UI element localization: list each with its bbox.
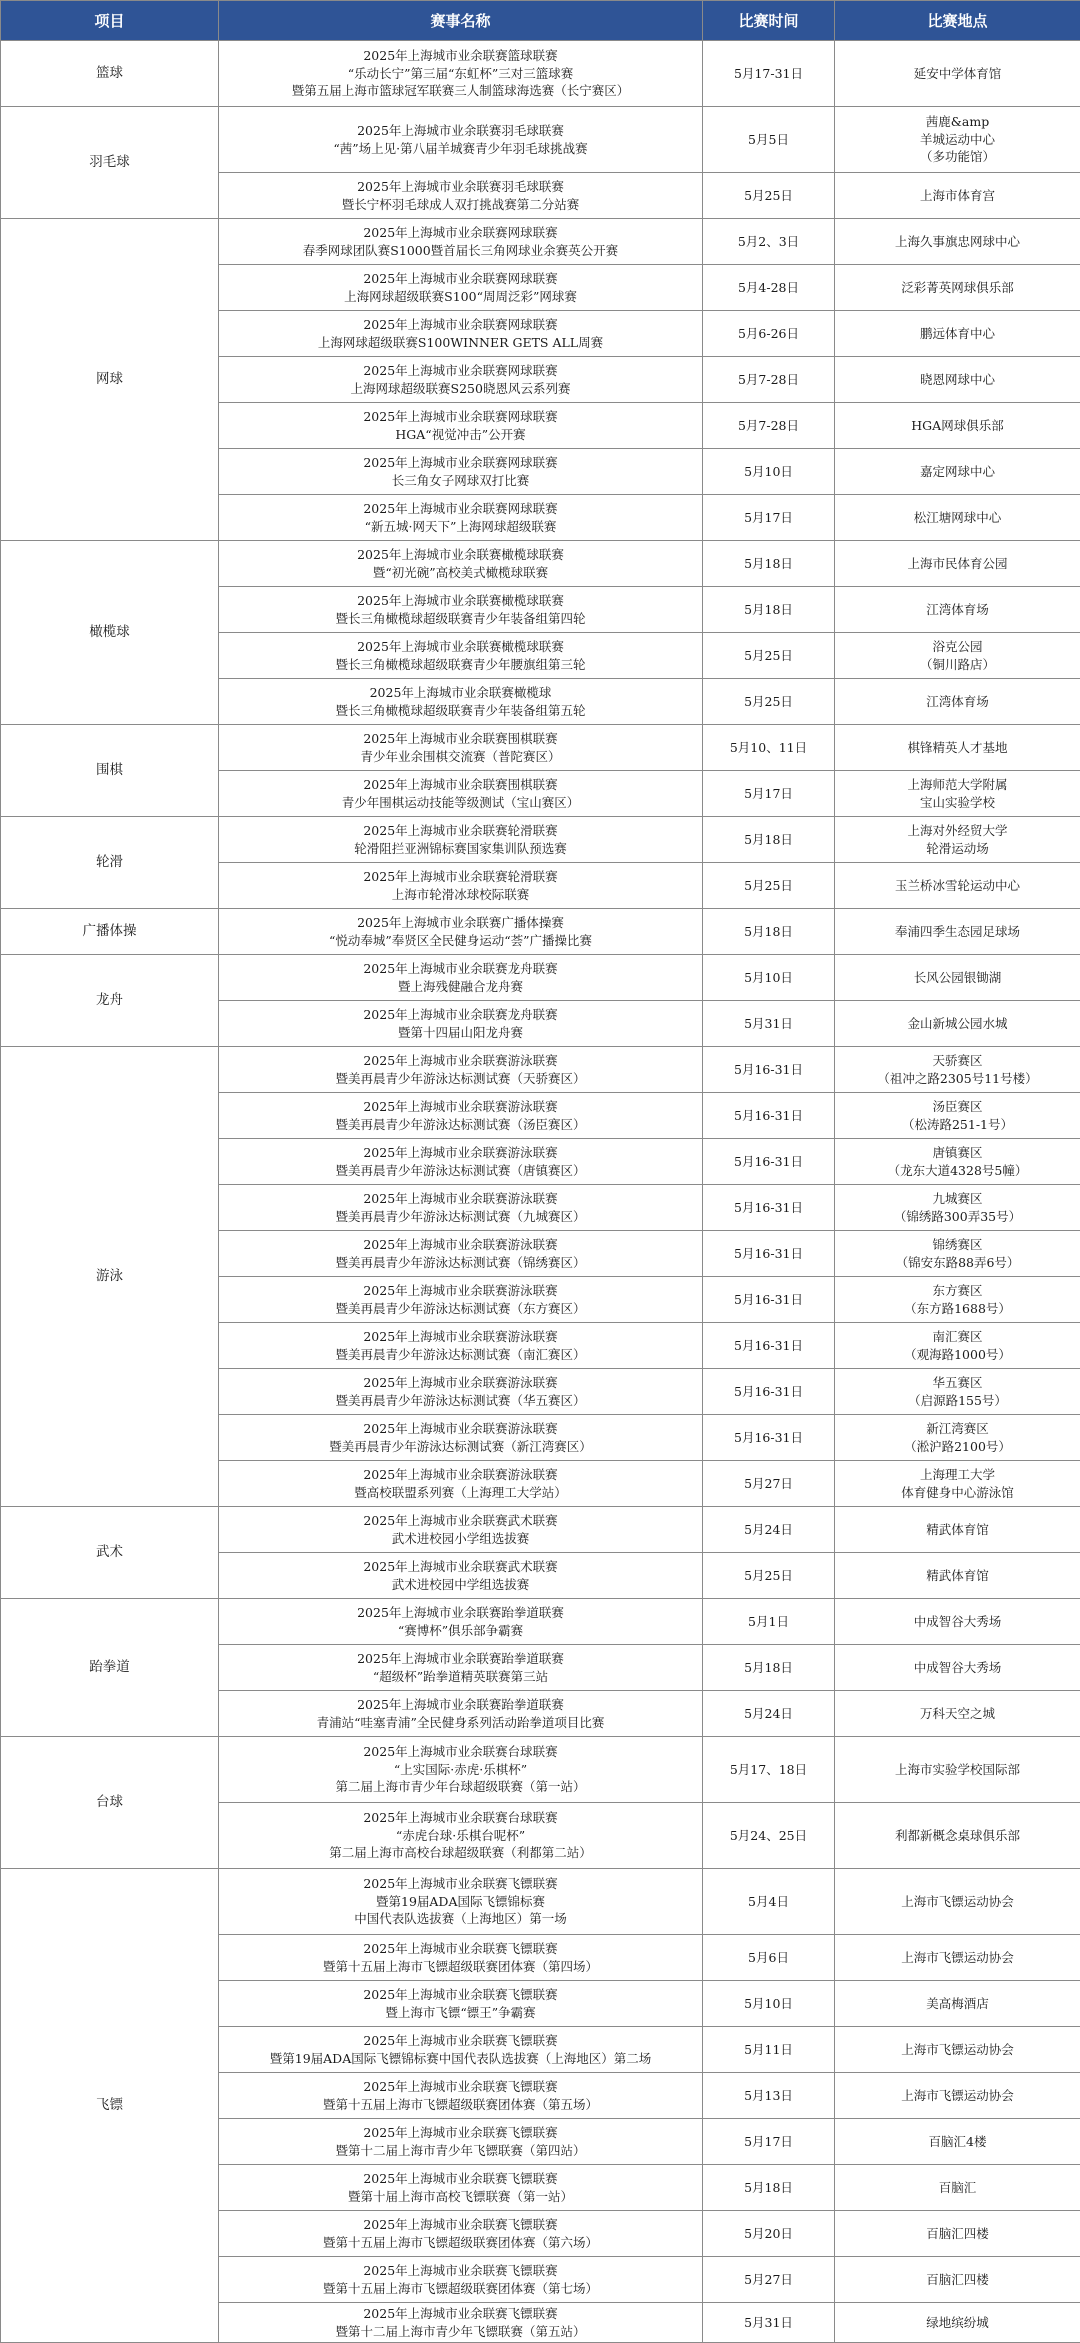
event-name-cell: 2025年上海城市业余联赛龙舟联赛 暨上海残健融合龙舟赛 — [219, 955, 703, 1001]
table-row — [1, 1507, 1080, 1553]
venue-cell: 万科天空之城 — [835, 1691, 1080, 1737]
venue-cell: 金山新城公园水城 — [835, 1001, 1080, 1047]
date-cell: 5月11日 — [703, 2027, 835, 2073]
event-name-cell: 2025年上海城市业余联赛台球联赛 “上实国际·赤虎·乐棋杯” 第二届上海市青少年台球超级联赛（第一站） — [219, 1737, 703, 1803]
date-cell: 5月16-31日 — [703, 1323, 835, 1369]
event-name-cell: 2025年上海城市业余联赛游泳联赛 暨美再晨青少年游泳达标测试赛（新江湾赛区） — [219, 1415, 703, 1461]
category-cell: 飞镖 — [1, 1869, 219, 2343]
date-cell: 5月16-31日 — [703, 1185, 835, 1231]
event-name-cell: 2025年上海城市业余联赛游泳联赛 暨美再晨青少年游泳达标测试赛（汤臣赛区） — [219, 1093, 703, 1139]
venue-cell: 鹏远体育中心 — [835, 311, 1080, 357]
venue-cell: 泛彩菁英网球俱乐部 — [835, 265, 1080, 311]
header-venue: 比赛地点 — [835, 1, 1080, 41]
venue-cell: 上海对外经贸大学 轮滑运动场 — [835, 817, 1080, 863]
venue-cell: 利都新概念桌球俱乐部 — [835, 1803, 1080, 1869]
header-category: 项目 — [1, 1, 219, 41]
category-cell: 篮球 — [1, 41, 219, 107]
date-cell: 5月24日 — [703, 1507, 835, 1553]
table-row — [1, 1047, 1080, 1093]
venue-cell: 中成智谷大秀场 — [835, 1599, 1080, 1645]
event-name-cell: 2025年上海城市业余联赛游泳联赛 暨美再晨青少年游泳达标测试赛（东方赛区） — [219, 1277, 703, 1323]
venue-cell: 唐镇赛区 （龙东大道4328号5幢） — [835, 1139, 1080, 1185]
date-cell: 5月13日 — [703, 2073, 835, 2119]
venue-cell: 南汇赛区 （观海路1000号） — [835, 1323, 1080, 1369]
category-cell: 橄榄球 — [1, 541, 219, 725]
venue-cell: 江湾体育场 — [835, 587, 1080, 633]
header-row — [1, 1, 1080, 41]
venue-cell: 玉兰桥冰雪轮运动中心 — [835, 863, 1080, 909]
category-cell: 台球 — [1, 1737, 219, 1869]
venue-cell: 百脑汇 — [835, 2165, 1080, 2211]
venue-cell: 上海市飞镖运动协会 — [835, 1869, 1080, 1935]
event-name-cell: 2025年上海城市业余联赛飞镖联赛 暨上海市飞镖“镖王”争霸赛 — [219, 1981, 703, 2027]
date-cell: 5月24、25日 — [703, 1803, 835, 1869]
venue-cell: 精武体育馆 — [835, 1553, 1080, 1599]
table-body — [1, 41, 1080, 2343]
table-row — [1, 107, 1080, 173]
date-cell: 5月27日 — [703, 1461, 835, 1507]
date-cell: 5月16-31日 — [703, 1047, 835, 1093]
header-event-name: 赛事名称 — [219, 1, 703, 41]
category-cell: 游泳 — [1, 1047, 219, 1507]
date-cell: 5月18日 — [703, 2165, 835, 2211]
date-cell: 5月18日 — [703, 817, 835, 863]
venue-cell: 上海市体育宫 — [835, 173, 1080, 219]
event-name-cell: 2025年上海城市业余联赛橄榄球 暨长三角橄榄球超级联赛青少年装备组第五轮 — [219, 679, 703, 725]
venue-cell: 上海理工大学 体育健身中心游泳馆 — [835, 1461, 1080, 1507]
event-name-cell: 2025年上海城市业余联赛网球联赛 上海网球超级联赛S250晓恩风云系列赛 — [219, 357, 703, 403]
event-name-cell: 2025年上海城市业余联赛飞镖联赛 暨第十五届上海市飞镖超级联赛团体赛（第四场） — [219, 1935, 703, 1981]
category-cell: 羽毛球 — [1, 107, 219, 219]
venue-cell: 上海市飞镖运动协会 — [835, 1935, 1080, 1981]
category-cell: 网球 — [1, 219, 219, 541]
date-cell: 5月16-31日 — [703, 1277, 835, 1323]
event-name-cell: 2025年上海城市业余联赛网球联赛 春季网球团队赛S1000暨首届长三角网球业余赛英公开赛 — [219, 219, 703, 265]
event-name-cell: 2025年上海城市业余联赛游泳联赛 暨美再晨青少年游泳达标测试赛（天骄赛区） — [219, 1047, 703, 1093]
date-cell: 5月18日 — [703, 541, 835, 587]
event-name-cell: 2025年上海城市业余联赛飞镖联赛 暨第十五届上海市飞镖超级联赛团体赛（第六场） — [219, 2211, 703, 2257]
category-cell: 武术 — [1, 1507, 219, 1599]
date-cell: 5月17、18日 — [703, 1737, 835, 1803]
date-cell: 5月18日 — [703, 587, 835, 633]
event-name-cell: 2025年上海城市业余联赛篮球联赛 “乐动长宁”第三届“东虹杯”三对三篮球赛 暨第五届上海市篮球冠军联赛三人制篮球海选赛（长宁赛区） — [219, 41, 703, 107]
venue-cell: 百脑汇4楼 — [835, 2119, 1080, 2165]
venue-cell: 嘉定网球中心 — [835, 449, 1080, 495]
venue-cell: 上海市民体育公园 — [835, 541, 1080, 587]
date-cell: 5月24日 — [703, 1691, 835, 1737]
event-name-cell: 2025年上海城市业余联赛橄榄球联赛 暨“初光碗”高校美式橄榄球联赛 — [219, 541, 703, 587]
venue-cell: 晓恩网球中心 — [835, 357, 1080, 403]
venue-cell: 华五赛区 （启源路155号） — [835, 1369, 1080, 1415]
date-cell: 5月17日 — [703, 2119, 835, 2165]
date-cell: 5月1日 — [703, 1599, 835, 1645]
table-row — [1, 541, 1080, 587]
event-name-cell: 2025年上海城市业余联赛游泳联赛 暨高校联盟系列赛（上海理工大学站） — [219, 1461, 703, 1507]
date-cell: 5月20日 — [703, 2211, 835, 2257]
venue-cell: 浴克公园 （铜川路店） — [835, 633, 1080, 679]
table-row — [1, 909, 1080, 955]
date-cell: 5月16-31日 — [703, 1415, 835, 1461]
date-cell: 5月25日 — [703, 863, 835, 909]
event-name-cell: 2025年上海城市业余联赛跆拳道联赛 青浦站“哇塞青浦”全民健身系列活动跆拳道项目比赛 — [219, 1691, 703, 1737]
date-cell: 5月18日 — [703, 909, 835, 955]
venue-cell: 上海久事旗忠网球中心 — [835, 219, 1080, 265]
event-name-cell: 2025年上海城市业余联赛围棋联赛 青少年业余围棋交流赛（普陀赛区） — [219, 725, 703, 771]
venue-cell: 绿地缤纷城 — [835, 2303, 1080, 2343]
date-cell: 5月25日 — [703, 173, 835, 219]
event-name-cell: 2025年上海城市业余联赛轮滑联赛 轮滑阻拦亚洲锦标赛国家集训队预选赛 — [219, 817, 703, 863]
event-name-cell: 2025年上海城市业余联赛飞镖联赛 暨第19届ADA国际飞镖锦标赛 中国代表队选拔赛（上海地区）第一场 — [219, 1869, 703, 1935]
event-name-cell: 2025年上海城市业余联赛飞镖联赛 暨第十二届上海市青少年飞镖联赛（第四站） — [219, 2119, 703, 2165]
category-cell: 龙舟 — [1, 955, 219, 1047]
event-name-cell: 2025年上海城市业余联赛游泳联赛 暨美再晨青少年游泳达标测试赛（锦绣赛区） — [219, 1231, 703, 1277]
venue-cell: 上海市飞镖运动协会 — [835, 2073, 1080, 2119]
table-row — [1, 1737, 1080, 1803]
event-name-cell: 2025年上海城市业余联赛跆拳道联赛 “赛博杯”俱乐部争霸赛 — [219, 1599, 703, 1645]
event-name-cell: 2025年上海城市业余联赛龙舟联赛 暨第十四届山阳龙舟赛 — [219, 1001, 703, 1047]
event-name-cell: 2025年上海城市业余联赛台球联赛 “赤虎台球·乐棋台呢杯” 第二届上海市高校台球超级联赛（利都第二站） — [219, 1803, 703, 1869]
category-cell: 轮滑 — [1, 817, 219, 909]
event-name-cell: 2025年上海城市业余联赛网球联赛 上海网球超级联赛S100WINNER GETS ALL周赛 — [219, 311, 703, 357]
category-cell: 跆拳道 — [1, 1599, 219, 1737]
date-cell: 5月25日 — [703, 679, 835, 725]
event-name-cell: 2025年上海城市业余联赛游泳联赛 暨美再晨青少年游泳达标测试赛（华五赛区） — [219, 1369, 703, 1415]
date-cell: 5月10日 — [703, 449, 835, 495]
event-name-cell: 2025年上海城市业余联赛武术联赛 武术进校园中学组选拔赛 — [219, 1553, 703, 1599]
event-name-cell: 2025年上海城市业余联赛广播体操赛 “悦动奉城”奉贤区全民健身运动“荟”广播操比赛 — [219, 909, 703, 955]
event-name-cell: 2025年上海城市业余联赛网球联赛 长三角女子网球双打比赛 — [219, 449, 703, 495]
event-name-cell: 2025年上海城市业余联赛飞镖联赛 暨第十五届上海市飞镖超级联赛团体赛（第五场） — [219, 2073, 703, 2119]
date-cell: 5月31日 — [703, 1001, 835, 1047]
date-cell: 5月16-31日 — [703, 1139, 835, 1185]
date-cell: 5月31日 — [703, 2303, 835, 2343]
venue-cell: 长风公园银锄湖 — [835, 955, 1080, 1001]
event-name-cell: 2025年上海城市业余联赛网球联赛 上海网球超级联赛S100“周周泛彩”网球赛 — [219, 265, 703, 311]
date-cell: 5月17-31日 — [703, 41, 835, 107]
date-cell: 5月10日 — [703, 955, 835, 1001]
venue-cell: 百脑汇四楼 — [835, 2257, 1080, 2303]
date-cell: 5月7-28日 — [703, 403, 835, 449]
event-name-cell: 2025年上海城市业余联赛网球联赛 “新五城·网天下”上海网球超级联赛 — [219, 495, 703, 541]
event-name-cell: 2025年上海城市业余联赛橄榄球联赛 暨长三角橄榄球超级联赛青少年装备组第四轮 — [219, 587, 703, 633]
venue-cell: 松江塘网球中心 — [835, 495, 1080, 541]
event-name-cell: 2025年上海城市业余联赛飞镖联赛 暨第十二届上海市青少年飞镖联赛（第五站） — [219, 2303, 703, 2343]
event-name-cell: 2025年上海城市业余联赛网球联赛 HGA“视觉冲击”公开赛 — [219, 403, 703, 449]
date-cell: 5月17日 — [703, 771, 835, 817]
event-name-cell: 2025年上海城市业余联赛飞镖联赛 暨第十届上海市高校飞镖联赛（第一站） — [219, 2165, 703, 2211]
event-name-cell: 2025年上海城市业余联赛飞镖联赛 暨第19届ADA国际飞镖锦标赛中国代表队选拔赛（上海地区）第二场 — [219, 2027, 703, 2073]
date-cell: 5月2、3日 — [703, 219, 835, 265]
venue-cell: 中成智谷大秀场 — [835, 1645, 1080, 1691]
venue-cell: 汤臣赛区 （松涛路251-1号） — [835, 1093, 1080, 1139]
table-row — [1, 1599, 1080, 1645]
date-cell: 5月5日 — [703, 107, 835, 173]
date-cell: 5月4-28日 — [703, 265, 835, 311]
date-cell: 5月25日 — [703, 1553, 835, 1599]
header-date: 比赛时间 — [703, 1, 835, 41]
venue-cell: 延安中学体育馆 — [835, 41, 1080, 107]
table-row — [1, 955, 1080, 1001]
event-name-cell: 2025年上海城市业余联赛飞镖联赛 暨第十五届上海市飞镖超级联赛团体赛（第七场） — [219, 2257, 703, 2303]
date-cell: 5月17日 — [703, 495, 835, 541]
date-cell: 5月16-31日 — [703, 1093, 835, 1139]
event-name-cell: 2025年上海城市业余联赛游泳联赛 暨美再晨青少年游泳达标测试赛（九城赛区） — [219, 1185, 703, 1231]
event-name-cell: 2025年上海城市业余联赛武术联赛 武术进校园小学组选拔赛 — [219, 1507, 703, 1553]
date-cell: 5月27日 — [703, 2257, 835, 2303]
date-cell: 5月16-31日 — [703, 1369, 835, 1415]
venue-cell: 锦绣赛区 （锦安东路88弄6号） — [835, 1231, 1080, 1277]
date-cell: 5月25日 — [703, 633, 835, 679]
event-name-cell: 2025年上海城市业余联赛轮滑联赛 上海市轮滑冰球校际联赛 — [219, 863, 703, 909]
date-cell: 5月10、11日 — [703, 725, 835, 771]
venue-cell: 精武体育馆 — [835, 1507, 1080, 1553]
venue-cell: 东方赛区 （东方路1688号） — [835, 1277, 1080, 1323]
venue-cell: 天骄赛区 （祖冲之路2305号11号楼） — [835, 1047, 1080, 1093]
venue-cell: 棋锋精英人才基地 — [835, 725, 1080, 771]
venue-cell: 上海市实验学校国际部 — [835, 1737, 1080, 1803]
venue-cell: 新江湾赛区 （淞沪路2100号） — [835, 1415, 1080, 1461]
venue-cell: 茜鹿&amp 羊城运动中心 （多功能馆） — [835, 107, 1080, 173]
venue-cell: 奉浦四季生态园足球场 — [835, 909, 1080, 955]
date-cell: 5月16-31日 — [703, 1231, 835, 1277]
table-row — [1, 817, 1080, 863]
event-name-cell: 2025年上海城市业余联赛羽毛球联赛 “茜”场上见·第八届羊城赛青少年羽毛球挑战赛 — [219, 107, 703, 173]
venue-cell: HGA网球俱乐部 — [835, 403, 1080, 449]
event-name-cell: 2025年上海城市业余联赛围棋联赛 青少年围棋运动技能等级测试（宝山赛区） — [219, 771, 703, 817]
date-cell: 5月7-28日 — [703, 357, 835, 403]
venue-cell: 百脑汇四楼 — [835, 2211, 1080, 2257]
event-name-cell: 2025年上海城市业余联赛游泳联赛 暨美再晨青少年游泳达标测试赛（南汇赛区） — [219, 1323, 703, 1369]
category-cell: 广播体操 — [1, 909, 219, 955]
venue-cell: 九城赛区 （锦绣路300弄35号） — [835, 1185, 1080, 1231]
date-cell: 5月6-26日 — [703, 311, 835, 357]
table-row — [1, 41, 1080, 107]
event-name-cell: 2025年上海城市业余联赛游泳联赛 暨美再晨青少年游泳达标测试赛（唐镇赛区） — [219, 1139, 703, 1185]
event-name-cell: 2025年上海城市业余联赛羽毛球联赛 暨长宁杯羽毛球成人双打挑战赛第二分站赛 — [219, 173, 703, 219]
date-cell: 5月10日 — [703, 1981, 835, 2027]
table-row — [1, 219, 1080, 265]
date-cell: 5月4日 — [703, 1869, 835, 1935]
table-row — [1, 1869, 1080, 1935]
event-name-cell: 2025年上海城市业余联赛橄榄球联赛 暨长三角橄榄球超级联赛青少年腰旗组第三轮 — [219, 633, 703, 679]
date-cell: 5月18日 — [703, 1645, 835, 1691]
venue-cell: 美高梅酒店 — [835, 1981, 1080, 2027]
venue-cell: 上海师范大学附属 宝山实验学校 — [835, 771, 1080, 817]
venue-cell: 江湾体育场 — [835, 679, 1080, 725]
venue-cell: 上海市飞镖运动协会 — [835, 2027, 1080, 2073]
category-cell: 围棋 — [1, 725, 219, 817]
table-row — [1, 725, 1080, 771]
date-cell: 5月6日 — [703, 1935, 835, 1981]
event-name-cell: 2025年上海城市业余联赛跆拳道联赛 “超级杯”跆拳道精英联赛第三站 — [219, 1645, 703, 1691]
